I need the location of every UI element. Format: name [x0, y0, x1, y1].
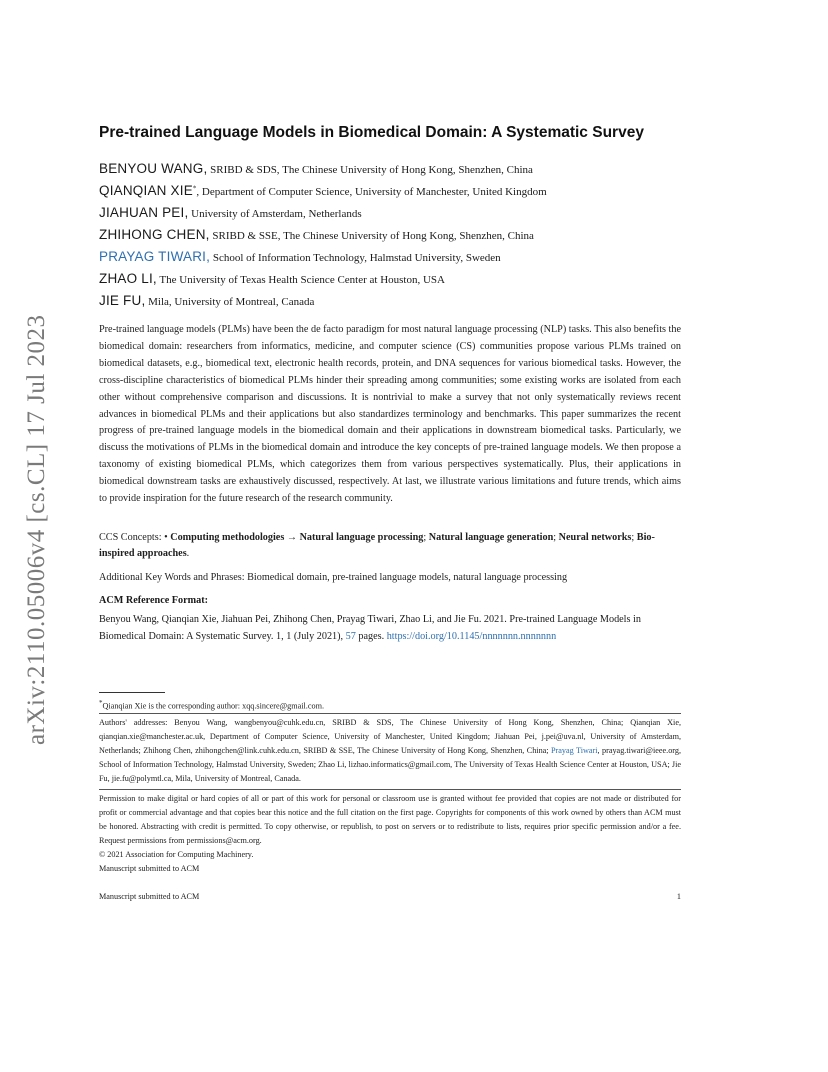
author-affiliation: Mila, University of Montreal, Canada: [145, 296, 315, 308]
arxiv-identifier-stamp: arXiv:2110.05006v4 [cs.CL] 17 Jul 2023: [23, 314, 50, 746]
abstract: Pre-trained language models (PLMs) have been the de facto paradigm for most natural language processing (NLP) tasks. This also benefits the biomedical domain: researchers from informatics, medicine, and computer science (CS) communities propose various PLMs trained on biomedical datasets, e.g., biomedical text, electronic health records, protein, and DNA sequences for various biomedical tasks. However, the cross-discipline characteristics of biomedical PLMs hinder their spreading among communities; some existing works are isolated from each other without comprehensive comparison and discussions. It is nontrivial to make a survey that not only systematically reviews recent advances in biomedical PLMs and their applications but also standardizes terminology and benchmarks. This paper summarizes the recent progress of pre-trained language models in the biomedical domain and their applications in downstream biomedical tasks. Particularly, we discuss the motivations of PLMs in the biomedical domain and introduce the key concepts of pre-trained language models. We then propose a taxonomy of existing biomedical PLMs, which categorizes them from various perspectives systematically. Plus, their applications in biomedical downstream tasks are exhaustively discussed, respectively. At last, we illustrate various limitations and future trends, which aims to provide inspiration for the future research of the research community.: [99, 324, 681, 505]
ccs-separator: ;: [553, 532, 559, 543]
pages-link[interactable]: 57: [345, 631, 356, 642]
ccs-end: .: [186, 548, 190, 559]
author-name: ZHIHONG CHEN,: [99, 227, 210, 242]
author-line-7: [99, 293, 699, 308]
author-name: JIE FU,: [99, 293, 146, 308]
author-line-1: [99, 161, 699, 176]
ccs-concept: Computing methodologies: [170, 532, 285, 543]
page-footer: [99, 892, 681, 901]
keywords: Additional Key Words and Phrases: Biomedical domain, pre-trained language models, natural language processing: [99, 572, 568, 583]
page-number: 1: [676, 892, 681, 901]
author-line-6: [99, 271, 699, 286]
corresponding-author-mark: *: [192, 184, 197, 193]
author-name: QIANQIAN XIE: [99, 183, 193, 198]
ccs-arrow: →: [284, 532, 300, 543]
ccs-concept: Natural language processing: [299, 532, 424, 543]
author-affiliation: SRIBD & SDS, The Chinese University of Hong Kong, Shenzhen, China: [207, 164, 533, 176]
author-affiliation: , Department of Computer Science, University of Manchester, United Kingdom: [196, 186, 547, 198]
reference-citation: Benyou Wang, Qianqian Xie, Jiahuan Pei, Zhihong Chen, Prayag Tiwari, Zhao Li, and Jie Fu. 2021. Pre-trained Language Models in Biomedical Domain: A Systematic Survey. 1, 1 (July 2021),: [99, 614, 641, 642]
paper-title: Pre-trained Language Models in Biomedical Domain: A Systematic Survey: [99, 124, 644, 141]
footer-left-text: Manuscript submitted to ACM: [99, 892, 200, 901]
author-affiliation: School of Information Technology, Halmstad University, Sweden: [210, 252, 501, 264]
author-line-3: [99, 205, 699, 220]
footnote-rule: [99, 692, 165, 693]
ccs-concept: Bio-inspired approaches: [99, 532, 655, 559]
doi-link[interactable]: https://doi.org/10.1145/nnnnnnn.nnnnnnn: [386, 631, 557, 642]
ccs-concept: Natural language generation: [428, 532, 554, 543]
permission-notice: Permission to make digital or hard copies of all or part of this work for personal or classroom use is granted without fee provided that copies are not made or distributed for profit or commercial advantage and that copies bear this notice and the full citation on the first page. Copyrights for components of this work owned by others than ACM must be honored. Abstracting with credit is permitted. To copy otherwise, or republish, to post on servers or to redistribute to lists, requires prior specific permission and/or a fee. Request permissions from permissions@acm.org.: [99, 794, 681, 845]
permission-rule: [99, 789, 681, 790]
addresses-text: Authors' addresses: Benyou Wang, wangbenyou@cuhk.edu.cn, SRIBD & SDS, The Chinese University of Hong Kong, Shenzhen, China; Qianqian Xie, qianqian.xie@manchester.ac.uk, Department of Computer Science, University of Manchester, United Kingdom; Jiahuan Pei, j.pei@uva.nl, University of Amsterdam, Netherlands; Zhihong Chen, zhihongchen@link.cuhk.edu.cn, SRIBD & SSE, The Chinese University of Hong Kong, Shenzhen, China;: [99, 718, 681, 755]
ccs-concepts: [99, 530, 681, 562]
ccs-concept: Neural networks: [558, 532, 632, 543]
author-name: BENYOU WANG,: [99, 161, 208, 176]
author-line-4: [99, 227, 699, 242]
author-affiliation: SRIBD & SSE, The Chinese University of Hong Kong, Shenzhen, China: [209, 230, 534, 242]
author-name-link[interactable]: PRAYAG TIWARI,: [99, 249, 211, 264]
addresses-rule: [99, 713, 681, 714]
ccs-separator: ;: [423, 532, 429, 543]
ccs-label: CCS Concepts:: [99, 532, 165, 543]
authors-addresses: [99, 716, 681, 786]
copyright-notice: © 2021 Association for Computing Machinery.: [99, 850, 254, 859]
author-affiliation: The University of Texas Health Science Center at Houston, USA: [156, 274, 445, 286]
pages-suffix: pages.: [355, 631, 387, 642]
corresponding-author-footnote: [99, 696, 681, 714]
acm-reference-text: [99, 611, 681, 645]
footnote-mark: *: [99, 699, 103, 707]
addresses-text: , prayag.tiwari@ieee.org, School of Information Technology, Halmstad University, Sweden; Zhao Li, lizhao.informatics@gmail.com, The University of Texas Health Science Center at Houston, USA; Jie Fu, jie.fu@polymtl.ca, Mila, University of Montreal, Canada.: [99, 746, 682, 783]
ccs-separator: ;: [631, 532, 637, 543]
author-line-2: [99, 183, 699, 198]
author-address-link[interactable]: Prayag Tiwari: [551, 746, 598, 755]
acm-reference-heading: ACM Reference Format:: [99, 595, 208, 606]
ccs-bullet: •: [164, 532, 171, 543]
manuscript-note: Manuscript submitted to ACM: [99, 864, 200, 873]
author-affiliation: University of Amsterdam, Netherlands: [188, 208, 362, 220]
author-name: ZHAO LI,: [99, 271, 157, 286]
author-name: JIAHUAN PEI,: [99, 205, 189, 220]
author-line-5: [99, 249, 699, 264]
footnote-text: Qianqian Xie is the corresponding author: xqq.sincere@gmail.com.: [102, 701, 324, 711]
